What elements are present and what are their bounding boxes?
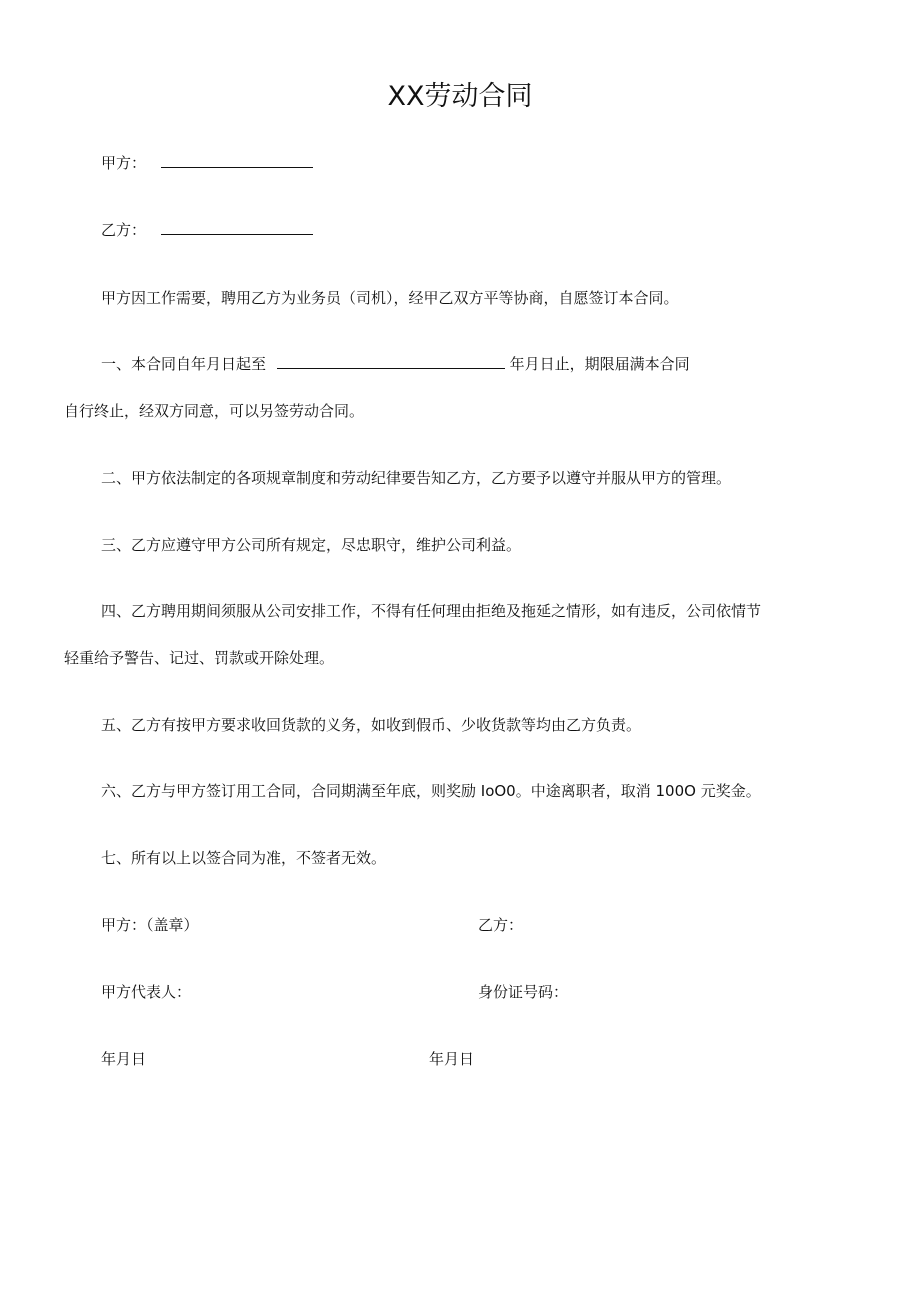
clause-7: 七、所有以上以签合同为准，不签者无效。 <box>101 849 387 867</box>
clause-6: 六、乙方与甲方签订用工合同，合同期满至年底，则奖励 IoO0。中途离职者，取消 100O 元奖金。 <box>101 782 761 800</box>
clause-4-line-2: 轻重给予警告、记过、罚款或开除处理。 <box>64 649 335 667</box>
party-b-label: 乙方： <box>101 221 147 239</box>
clause-1-line-2: 自行终止，经双方同意，可以另签劳动合同。 <box>64 402 365 420</box>
clause-2: 二、甲方依法制定的各项规章制度和劳动纪律要告知乙方，乙方要予以遵守并服从甲方的管理。 <box>101 469 732 487</box>
intro-paragraph: 甲方因工作需要，聘用乙方为业务员（司机），经甲乙双方平等协商，自愿签订本合同。 <box>101 289 679 307</box>
party-a-blank[interactable] <box>161 155 313 168</box>
party-b-line <box>101 220 313 240</box>
party-b-blank[interactable] <box>161 222 313 235</box>
id-number-label: 身份证号码： <box>478 983 569 1001</box>
clause-1-part-1: 一、本合同自年月日起至 <box>101 355 267 373</box>
clause-4-line-1: 四、乙方聘用期间须服从公司安排工作，不得有任何理由拒绝及拖延之情形，如有违反，公司依情节 <box>101 602 762 620</box>
term-end-blank[interactable] <box>277 356 505 369</box>
signature-party-a: 甲方：（盖章） <box>101 916 199 934</box>
party-a-representative: 甲方代表人： <box>101 983 192 1001</box>
clause-5: 五、乙方有按甲方要求收回货款的义务，如收到假币、少收货款等均由乙方负责。 <box>101 716 642 734</box>
clause-1-line-1 <box>101 354 690 374</box>
party-a-label: 甲方： <box>101 154 147 172</box>
clause-1-part-2: 年月日止，期限届满本合同 <box>509 355 690 373</box>
date-party-b: 年月日 <box>429 1050 475 1068</box>
clause-3: 三、乙方应遵守甲方公司所有规定，尽忠职守，维护公司利益。 <box>101 536 522 554</box>
party-a-line <box>101 153 313 173</box>
date-party-a: 年月日 <box>101 1050 147 1068</box>
signature-party-b: 乙方： <box>478 916 524 934</box>
document-title: XX劳动合同 <box>387 81 533 112</box>
